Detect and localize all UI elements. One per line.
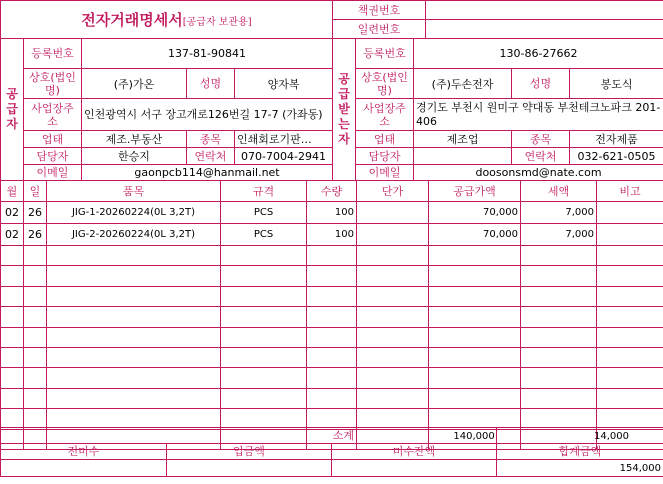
unpaid-balance-label: 미수잔액	[332, 444, 497, 460]
empty-cell	[307, 286, 357, 306]
summary-value-row	[1, 460, 663, 477]
supplier-item-label: 종목	[187, 131, 235, 148]
empty-cell	[307, 246, 357, 266]
serial-number-label: 일련번호	[333, 20, 426, 39]
col-header-qty: 수량	[307, 181, 357, 202]
col-header-tax: 세액	[521, 181, 597, 202]
invoice-header	[0, 0, 663, 39]
empty-cell	[357, 307, 429, 327]
empty-cell	[357, 266, 429, 286]
empty-cell	[221, 246, 307, 266]
receiver-contact-label: 연락처	[512, 148, 570, 165]
row-month: 02	[1, 202, 24, 224]
row-unit-price	[357, 202, 429, 224]
row-day: 26	[24, 202, 47, 224]
empty-cell	[24, 347, 47, 367]
receiver-side-label: 공 급 받 는 자	[333, 39, 356, 181]
empty-cell	[47, 368, 221, 388]
empty-cell	[521, 266, 597, 286]
supplier-biztype-label: 업태	[24, 131, 82, 148]
paid-label: 입금액	[167, 444, 332, 460]
empty-cell	[221, 327, 307, 347]
empty-cell	[521, 409, 597, 429]
empty-cell	[597, 286, 663, 306]
empty-cell	[307, 409, 357, 429]
supplier-ceo-label: 성명	[187, 69, 235, 99]
receiver-ceo: 봉도식	[570, 69, 663, 99]
empty-cell	[597, 246, 663, 266]
subtotal-label: 소계	[332, 429, 355, 442]
receiver-reg-label: 등록번호	[356, 39, 414, 69]
receiver-item-label: 종목	[512, 131, 570, 148]
prev-unpaid-label: 전미수	[1, 444, 167, 460]
title-text: 전자거래명세서	[81, 11, 183, 29]
empty-cell	[357, 286, 429, 306]
row-month: 02	[1, 224, 24, 246]
party-info	[0, 38, 663, 181]
row-item-name: JIG-1-20260224(0L 3,2T)	[47, 202, 221, 224]
receiver-contact: 032-621-0505	[570, 148, 663, 165]
col-header-spec: 규격	[221, 181, 307, 202]
empty-cell	[597, 307, 663, 327]
empty-cell	[521, 307, 597, 327]
empty-cell	[429, 388, 521, 408]
empty-cell	[307, 347, 357, 367]
empty-cell	[47, 266, 221, 286]
empty-cell	[1, 409, 24, 429]
empty-cell	[1, 286, 24, 306]
empty-cell	[521, 246, 597, 266]
empty-cell	[1, 368, 24, 388]
receiver-email-label: 이메일	[356, 165, 414, 181]
empty-cell	[357, 246, 429, 266]
col-header-day: 일	[24, 181, 47, 202]
serial-number-value	[426, 20, 663, 39]
empty-cell	[597, 266, 663, 286]
totals-table	[0, 427, 663, 477]
empty-cell	[24, 409, 47, 429]
receiver-name-label: 상호(법인명)	[356, 69, 414, 99]
empty-cell	[24, 388, 47, 408]
empty-cell	[221, 347, 307, 367]
empty-cell	[597, 388, 663, 408]
empty-cell	[24, 286, 47, 306]
row-qty: 100	[307, 202, 357, 224]
empty-cell	[47, 307, 221, 327]
col-header-unit-price: 단가	[357, 181, 429, 202]
empty-cell	[24, 368, 47, 388]
supplier-contact: 070-7004-2941	[235, 148, 333, 165]
row-day: 26	[24, 224, 47, 246]
receiver-item: 전자제품	[570, 131, 663, 148]
empty-cell	[357, 368, 429, 388]
items-header-row	[1, 181, 663, 202]
empty-cell	[597, 409, 663, 429]
receiver-address: 경기도 부천시 원미구 약대동 부천테크노파크 201-406	[414, 99, 663, 131]
row-spec: PCS	[221, 224, 307, 246]
empty-cell	[1, 388, 24, 408]
supplier-biztype: 제조.부동산	[82, 131, 187, 148]
empty-table-row	[1, 388, 663, 408]
empty-cell	[1, 246, 24, 266]
empty-cell	[24, 327, 47, 347]
supplier-email: gaonpcb114@hanmail.net	[82, 165, 333, 181]
empty-cell	[307, 388, 357, 408]
supplier-manager-label: 담당자	[24, 148, 82, 165]
receiver-ceo-label: 성명	[512, 69, 570, 99]
row-note	[597, 224, 663, 246]
summary-label-row	[1, 444, 663, 460]
receiver-manager-label: 담당자	[356, 148, 414, 165]
empty-cell	[357, 388, 429, 408]
supplier-item: 인쇄회로기판…	[235, 131, 333, 148]
empty-cell	[521, 286, 597, 306]
empty-cell	[47, 286, 221, 306]
empty-cell	[24, 246, 47, 266]
empty-cell	[521, 347, 597, 367]
grand-total-value: 154,000	[497, 460, 663, 477]
grand-total-label: 합계금액	[497, 444, 663, 460]
subtotal-tax: 14,000	[594, 431, 629, 442]
empty-cell	[221, 307, 307, 327]
supplier-side-label: 공 급 자	[1, 39, 24, 181]
empty-cell	[221, 368, 307, 388]
col-header-item: 품목	[47, 181, 221, 202]
empty-table-row	[1, 368, 663, 388]
empty-cell	[47, 409, 221, 429]
table-row	[1, 224, 663, 246]
empty-cell	[221, 388, 307, 408]
empty-cell	[1, 307, 24, 327]
empty-cell	[221, 266, 307, 286]
receiver-name: (주)두손전자	[414, 69, 512, 99]
empty-cell	[307, 266, 357, 286]
empty-cell	[357, 327, 429, 347]
col-header-supply: 공급가액	[429, 181, 521, 202]
receiver-address-label: 사업장주소	[356, 99, 414, 131]
items-table	[0, 180, 663, 450]
prev-unpaid-value	[1, 460, 167, 477]
supplier-address: 인천광역시 서구 장고개로126번길 17-7 (가좌동)	[82, 99, 333, 131]
receiver-email: doosonsmd@nate.com	[414, 165, 663, 181]
empty-table-row	[1, 347, 663, 367]
row-qty: 100	[307, 224, 357, 246]
empty-cell	[429, 347, 521, 367]
empty-cell	[429, 286, 521, 306]
row-spec: PCS	[221, 202, 307, 224]
title-copy-type: [공급자 보관용]	[182, 17, 252, 28]
empty-cell	[521, 388, 597, 408]
empty-table-row	[1, 246, 663, 266]
receiver-manager	[414, 148, 512, 165]
empty-cell	[429, 266, 521, 286]
empty-cell	[357, 409, 429, 429]
empty-cell	[429, 307, 521, 327]
supplier-contact-label: 연락처	[187, 148, 235, 165]
document-title	[1, 1, 333, 39]
empty-cell	[597, 327, 663, 347]
empty-cell	[24, 307, 47, 327]
empty-cell	[24, 266, 47, 286]
empty-cell	[221, 409, 307, 429]
unpaid-balance-value	[332, 460, 497, 477]
supplier-reg-label: 등록번호	[24, 39, 82, 69]
row-tax: 7,000	[521, 202, 597, 224]
empty-cell	[597, 368, 663, 388]
book-number-value	[426, 1, 663, 20]
supplier-name: (주)가온	[82, 69, 187, 99]
empty-cell	[307, 307, 357, 327]
supplier-reg-number: 137-81-90841	[82, 39, 333, 69]
paid-value	[167, 460, 332, 477]
subtotal-supply: 140,000	[453, 431, 495, 442]
supplier-name-label: 상호(법인명)	[24, 69, 82, 99]
row-note	[597, 202, 663, 224]
empty-cell	[429, 368, 521, 388]
row-unit-price	[357, 224, 429, 246]
row-tax: 7,000	[521, 224, 597, 246]
empty-cell	[307, 368, 357, 388]
receiver-reg-number: 130-86-27662	[414, 39, 663, 69]
row-supply: 70,000	[429, 202, 521, 224]
supplier-ceo: 양자복	[235, 69, 333, 99]
empty-cell	[1, 327, 24, 347]
empty-cell	[357, 347, 429, 367]
empty-cell	[429, 327, 521, 347]
empty-cell	[47, 327, 221, 347]
empty-cell	[597, 347, 663, 367]
empty-cell	[47, 388, 221, 408]
col-header-note: 비고	[597, 181, 663, 202]
empty-cell	[521, 327, 597, 347]
table-row	[1, 202, 663, 224]
receiver-biztype-label: 업태	[356, 131, 414, 148]
book-number-label: 책권번호	[333, 1, 426, 20]
empty-cell	[221, 286, 307, 306]
empty-table-row	[1, 409, 663, 429]
subtotal-row	[1, 428, 663, 444]
supplier-manager: 한승지	[82, 148, 187, 165]
col-header-month: 월	[1, 181, 24, 202]
supplier-address-label: 사업장주소	[24, 99, 82, 131]
receiver-biztype: 제조업	[414, 131, 512, 148]
empty-table-row	[1, 266, 663, 286]
empty-cell	[1, 347, 24, 367]
empty-table-row	[1, 327, 663, 347]
empty-cell	[47, 246, 221, 266]
empty-cell	[1, 266, 24, 286]
empty-cell	[429, 246, 521, 266]
empty-cell	[521, 368, 597, 388]
empty-table-row	[1, 286, 663, 306]
empty-cell	[429, 409, 521, 429]
empty-cell	[47, 347, 221, 367]
supplier-email-label: 이메일	[24, 165, 82, 181]
empty-cell	[307, 327, 357, 347]
row-item-name: JIG-2-20260224(0L 3,2T)	[47, 224, 221, 246]
row-supply: 70,000	[429, 224, 521, 246]
empty-table-row	[1, 307, 663, 327]
